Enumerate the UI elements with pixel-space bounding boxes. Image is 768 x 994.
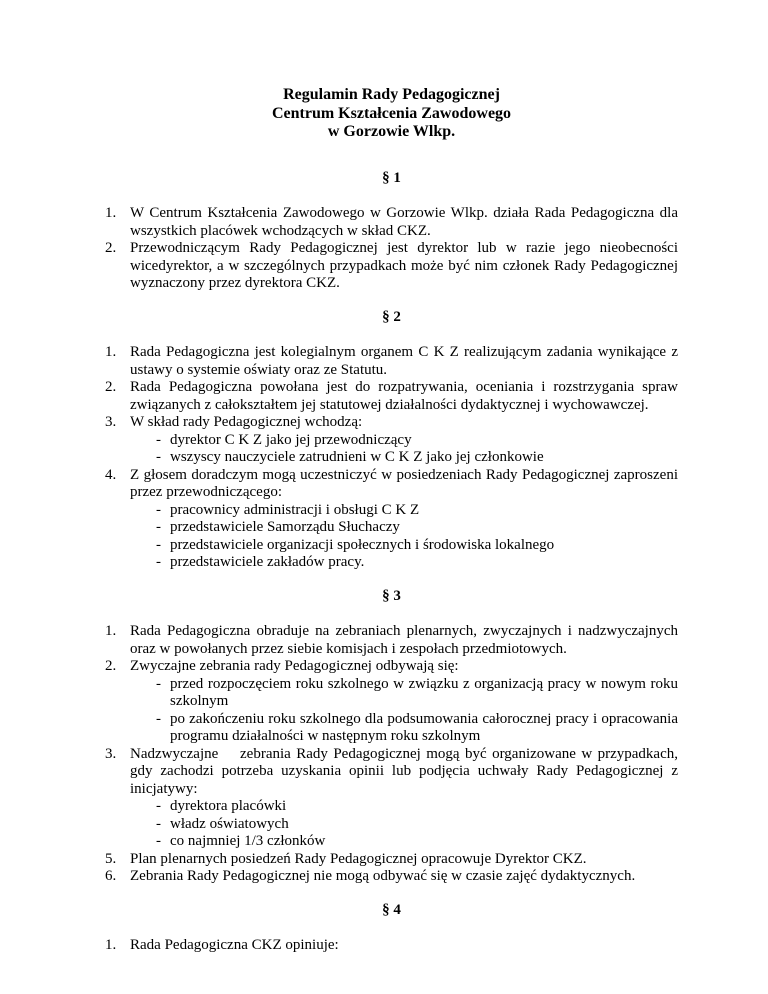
dash-item: - dyrektora placówki [156, 798, 287, 814]
dash-list [130, 502, 678, 572]
dash-item: - przedstawiciele Samorządu Słuchaczy [156, 519, 400, 535]
dash-list [130, 676, 678, 746]
item-text: Rada Pedagogiczna obraduje na zebraniach plenarnych, zwyczajnych i nadzwyczajnych oraz w powołanych przez siebie komisjach i zespołach przedmiotowych. [130, 623, 678, 657]
list-item [105, 851, 678, 869]
dash-item: - władz oświatowych [156, 815, 289, 832]
section-2-list [105, 344, 678, 572]
dash-item: - przed rozpoczęciem roku szkolnego w związku z organizacją pracy w nowym roku szkolnym [156, 675, 678, 709]
list-item [105, 623, 678, 658]
title-line-1: Regulamin Rady Pedagogicznej [283, 86, 500, 103]
dash-item: - dyrektor C K Z jako jej przewodniczący [156, 431, 412, 448]
section-4-list [105, 937, 678, 955]
list-item [105, 379, 678, 414]
item-number: 6. [105, 868, 117, 884]
item-text: Plan plenarnych posiedzeń Rady Pedagogicznej opracowuje Dyrektor CKZ. [130, 850, 587, 867]
dash-item: - po zakończeniu roku szkolnego dla podsumowania całorocznej pracy i opracowania programu działalności w następnym roku szkolnym [156, 710, 678, 744]
dash-item: - pracownicy administracji i obsługi C K Z [156, 501, 420, 518]
list-item [105, 658, 678, 746]
item-number: 1. [105, 205, 117, 221]
list-item [105, 467, 678, 572]
section-heading: § 1 [382, 169, 401, 186]
item-text: W skład rady Pedagogicznej wchodzą: [130, 414, 363, 430]
dash-list [130, 432, 678, 467]
section-3-list [105, 623, 682, 886]
dash-item: - wszyscy nauczyciele zatrudnieni w C K Z jako jej członkowie [156, 449, 544, 465]
section-heading: § 3 [382, 587, 401, 604]
document-title [105, 86, 678, 142]
item-text: Zebrania Rady Pedagogicznej nie mogą odbywać się w czasie zajęć dydaktycznych. [130, 868, 636, 884]
dash-item: - przedstawiciele zakładów pracy. [156, 554, 365, 570]
item-number: 2. [105, 379, 117, 395]
list-item [105, 344, 678, 379]
dash-item: - przedstawiciele organizacji społecznych i środowiska lokalnego [156, 536, 555, 553]
item-number: 4. [105, 466, 117, 483]
item-text: Zwyczajne zebrania rady Pedagogicznej odbywają się: [130, 658, 459, 674]
list-item [105, 868, 678, 886]
item-number: 5. [105, 850, 117, 867]
item-number: 2. [105, 658, 117, 674]
dash-list [130, 798, 678, 851]
document-page [105, 86, 682, 955]
title-line-2: Centrum Kształcenia Zawodowego [271, 104, 512, 122]
item-text: Przewodniczącym Rady Pedagogicznej jest dyrektor lub w razie jego nieobecności wicedyrektor, a w szczególnych przypadkach może być nim członek Rady Pedagogicznej wyznaczony przez dyrektora CKZ. [130, 240, 678, 291]
item-number: 1. [105, 344, 117, 360]
list-item [105, 240, 678, 293]
item-text: Nadzwyczajne zebrania Rady Pedagogicznej mogą być organizowane w przypadkach, gdy zachodzi potrzeba uzyskania opinii lub podjęcia uchwały Rady Pedagogicznej z inicjatywy: [130, 745, 682, 797]
section-heading: § 2 [382, 308, 401, 325]
list-item [105, 205, 678, 240]
list-item [105, 414, 678, 467]
section-heading: § 4 [382, 901, 401, 918]
dash-item: - co najmniej 1/3 członków [156, 833, 326, 849]
item-text: W Centrum Kształcenia Zawodowego w Gorzowie Wlkp. działa Rada Pedagogiczna dla wszystkich placówek wchodzących w skład CKZ. [130, 205, 678, 239]
item-number: 1. [105, 937, 117, 953]
item-text: Rada Pedagogiczna CKZ opiniuje: [130, 937, 339, 953]
item-text: Z głosem doradczym mogą uczestniczyć w posiedzeniach Rady Pedagogicznej zaproszeni przez przewodniczącego: [130, 466, 678, 500]
section-1-list [105, 205, 678, 293]
list-item [105, 745, 682, 851]
item-number: 2. [105, 240, 117, 256]
item-text: Rada Pedagogiczna powołana jest do rozpatrywania, oceniania i rozstrzygania spraw związanych z całokształtem jej statutowej działalności dydaktycznej i wychowawczej. [130, 379, 678, 413]
item-text: Rada Pedagogiczna jest kolegialnym organem C K Z realizującym zadania wynikające z ustawy o systemie oświaty oraz ze Statutu. [130, 344, 678, 378]
item-number: 3. [105, 414, 117, 430]
list-item [105, 937, 678, 955]
item-number: 1. [105, 623, 117, 639]
title-line-3: w Gorzowie Wlkp. [327, 123, 456, 140]
item-number: 3. [105, 745, 117, 762]
